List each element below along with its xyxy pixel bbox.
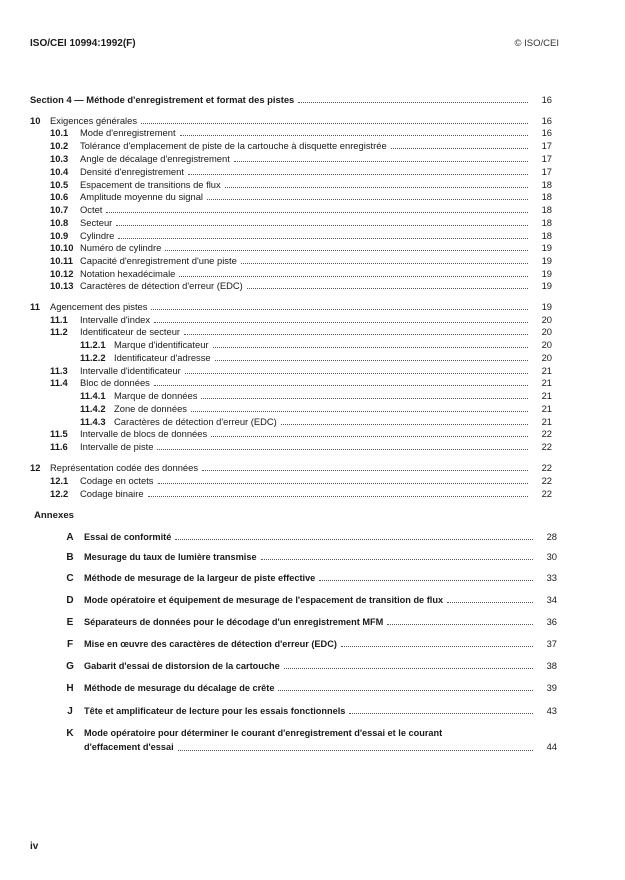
annex-letter: C bbox=[66, 573, 74, 584]
leader-dots bbox=[247, 287, 528, 289]
toc-number: 11.2.2 bbox=[80, 352, 106, 363]
toc-number: 10.4 bbox=[50, 166, 69, 177]
page-number: 19 bbox=[541, 280, 552, 291]
leader-dots bbox=[241, 262, 528, 264]
toc-entry[interactable] bbox=[50, 216, 552, 229]
page-number: 17 bbox=[541, 153, 552, 164]
toc-label: Codage en octets bbox=[80, 475, 154, 486]
toc-label: Exigences générales bbox=[50, 115, 138, 126]
leader-dots bbox=[154, 384, 528, 386]
page-number: 19 bbox=[541, 242, 552, 253]
annex-label: Méthode de mesurage de la largeur de piste effective bbox=[84, 573, 316, 583]
annex-letter: G bbox=[66, 661, 74, 672]
toc-label: Caractères de détection d'erreur (EDC) bbox=[80, 280, 243, 291]
page-number: 17 bbox=[541, 166, 552, 177]
annex-label: Mode opératoire et équipement de mesurage de l'espacement de transition de flux bbox=[84, 595, 444, 605]
toc-number: 11.1 bbox=[50, 314, 68, 325]
page-number: 20 bbox=[541, 352, 552, 363]
toc-entry[interactable] bbox=[50, 427, 552, 440]
leader-dots bbox=[158, 482, 529, 484]
page-number: 43 bbox=[546, 705, 557, 716]
leader-dots bbox=[281, 423, 528, 425]
toc-number: 10.8 bbox=[50, 217, 69, 228]
page-number: 22 bbox=[541, 428, 552, 439]
annex-letter: H bbox=[66, 683, 74, 694]
toc-entry[interactable] bbox=[50, 279, 552, 292]
page-number: 34 bbox=[546, 594, 557, 605]
leader-dots bbox=[213, 346, 528, 348]
annex-letter: F bbox=[66, 639, 74, 650]
toc-entry[interactable] bbox=[50, 254, 552, 267]
page-number: 38 bbox=[546, 660, 557, 671]
toc-label: Secteur bbox=[80, 217, 113, 228]
toc-entry[interactable] bbox=[50, 126, 552, 139]
leader-dots bbox=[151, 308, 528, 310]
toc-number: 11.2.1 bbox=[80, 339, 106, 350]
page-number: 16 bbox=[541, 127, 552, 138]
leader-dots bbox=[207, 198, 528, 200]
toc-label: Caractères de détection d'erreur (EDC) bbox=[114, 416, 277, 427]
toc-entry[interactable] bbox=[30, 461, 552, 474]
toc-entry[interactable] bbox=[80, 338, 552, 351]
page-number: 19 bbox=[541, 268, 552, 279]
toc-number: 10.3 bbox=[50, 153, 69, 164]
toc-label: Intervalle d'identificateur bbox=[80, 365, 181, 376]
toc-number: 11.4.3 bbox=[80, 416, 106, 427]
page-number: 36 bbox=[546, 616, 557, 627]
annex-label: Mesurage du taux de lumière transmise bbox=[84, 552, 257, 562]
toc-label: Amplitude moyenne du signal bbox=[80, 191, 203, 202]
toc-number: 12.2 bbox=[50, 488, 69, 499]
page-number: 21 bbox=[541, 365, 552, 376]
toc-entry[interactable] bbox=[50, 487, 552, 500]
toc-label: Marque de données bbox=[114, 390, 198, 401]
toc-label: Intervalle de piste bbox=[80, 441, 154, 452]
leader-dots bbox=[154, 321, 528, 323]
page-number: 21 bbox=[541, 377, 552, 388]
toc-entry[interactable] bbox=[50, 440, 552, 453]
leader-dots bbox=[211, 435, 528, 437]
toc-number: 11.4.1 bbox=[80, 390, 106, 401]
page-number: 28 bbox=[546, 531, 557, 542]
page-number: 22 bbox=[541, 475, 552, 486]
toc-number: 10.7 bbox=[50, 204, 69, 215]
leader-dots bbox=[298, 101, 528, 103]
leader-dots bbox=[202, 469, 528, 471]
toc-label: Densité d'enregistrement bbox=[80, 166, 184, 177]
toc-number: 11.4 bbox=[50, 377, 68, 388]
toc-entry[interactable] bbox=[50, 152, 552, 165]
annex-label: Gabarit d'essai de distorsion de la cartouche bbox=[84, 661, 280, 671]
page-number: 18 bbox=[541, 179, 552, 190]
page-number: 21 bbox=[541, 403, 552, 414]
leader-dots bbox=[179, 275, 528, 277]
toc-number: 11.5 bbox=[50, 428, 68, 439]
toc-label: Cylindre bbox=[80, 230, 115, 241]
toc-label: Identificateur d'adresse bbox=[114, 352, 211, 363]
leader-dots bbox=[447, 601, 533, 603]
toc-label: Numéro de cylindre bbox=[80, 242, 162, 253]
leader-dots bbox=[319, 579, 533, 581]
toc-entry[interactable] bbox=[50, 474, 552, 487]
toc-number: 10.1 bbox=[50, 127, 69, 138]
toc-number: 10.13 bbox=[50, 280, 74, 291]
annex-letter: E bbox=[66, 617, 74, 628]
toc-label: Angle de décalage d'enregistrement bbox=[80, 153, 230, 164]
leader-dots bbox=[106, 211, 528, 213]
annex-entry[interactable] bbox=[62, 593, 557, 606]
page-number: 21 bbox=[541, 390, 552, 401]
toc-label: Notation hexadécimale bbox=[80, 268, 176, 279]
leader-dots bbox=[157, 448, 528, 450]
annex-k-line2: d'effacement d'essai bbox=[84, 742, 174, 752]
annex-k-line1: Mode opératoire pour déterminer le courant d'enregistrement d'essai et le courant bbox=[84, 728, 443, 738]
leader-dots bbox=[175, 538, 533, 540]
annexes-heading: Annexes bbox=[34, 510, 74, 521]
leader-dots bbox=[278, 689, 533, 691]
leader-dots bbox=[391, 147, 528, 149]
page-number: 20 bbox=[541, 314, 552, 325]
toc-entry[interactable] bbox=[50, 376, 552, 389]
leader-dots bbox=[349, 712, 533, 714]
page-number: 22 bbox=[541, 488, 552, 499]
toc-number: 10.9 bbox=[50, 230, 69, 241]
document-id: ISO/CEI 10994:1992(F) bbox=[30, 38, 136, 49]
annex-k-entry[interactable] bbox=[62, 727, 557, 754]
page-number: 18 bbox=[541, 191, 552, 202]
page-number: 18 bbox=[541, 204, 552, 215]
toc-number: 10.5 bbox=[50, 179, 69, 190]
annex-entry[interactable] bbox=[62, 659, 557, 672]
page-number: 39 bbox=[546, 682, 557, 693]
toc-entry[interactable] bbox=[80, 351, 552, 364]
leader-dots bbox=[191, 410, 528, 412]
toc-number: 10.6 bbox=[50, 191, 69, 202]
toc-label: Intervalle de blocs de données bbox=[80, 428, 208, 439]
toc-entry[interactable] bbox=[50, 190, 552, 203]
toc-number: 10.11 bbox=[50, 255, 73, 266]
copyright-notice: © ISO/CEI bbox=[514, 38, 559, 49]
annex-entry[interactable] bbox=[62, 571, 557, 584]
leader-dots bbox=[116, 224, 528, 226]
page-number: 16 bbox=[541, 94, 552, 105]
leader-dots bbox=[261, 558, 533, 560]
toc-number: 10.12 bbox=[50, 268, 74, 279]
page-number: 20 bbox=[541, 326, 552, 337]
toc-number: 12 bbox=[30, 462, 41, 473]
annex-entry[interactable] bbox=[62, 550, 557, 563]
annex-label: Essai de conformité bbox=[84, 532, 172, 542]
annex-entry[interactable] bbox=[62, 704, 557, 717]
toc-entry[interactable] bbox=[80, 389, 552, 402]
toc-entry[interactable] bbox=[80, 402, 552, 415]
toc-label: Espacement de transitions de flux bbox=[80, 179, 221, 190]
toc-entry[interactable] bbox=[50, 139, 552, 152]
toc-label: Tolérance d'emplacement de piste de la cartouche à disquette enregistrée bbox=[80, 140, 387, 151]
toc-number: 11.2 bbox=[50, 326, 68, 337]
page-number: 44 bbox=[546, 741, 557, 752]
leader-dots bbox=[215, 359, 528, 361]
leader-dots bbox=[180, 134, 528, 136]
toc-entry[interactable] bbox=[50, 165, 552, 178]
annex-letter: J bbox=[67, 706, 73, 717]
leader-dots bbox=[165, 249, 528, 251]
toc-number: 10.10 bbox=[50, 242, 74, 253]
page-number: 19 bbox=[541, 301, 552, 312]
page-number: 18 bbox=[541, 230, 552, 241]
toc-label: Codage binaire bbox=[80, 488, 144, 499]
page-number: 20 bbox=[541, 339, 552, 350]
toc-label: Marque d'identificateur bbox=[114, 339, 209, 350]
page-number: 21 bbox=[541, 416, 552, 427]
page-number: 16 bbox=[541, 115, 552, 126]
toc-number: 10.2 bbox=[50, 140, 69, 151]
annex-letter: A bbox=[66, 532, 74, 543]
page-number: 17 bbox=[541, 140, 552, 151]
annex-label: Mise en œuvre des caractères de détection d'erreur (EDC) bbox=[84, 639, 337, 649]
page-number: 37 bbox=[546, 638, 557, 649]
annex-letter: D bbox=[66, 595, 74, 606]
annex-letter: B bbox=[66, 552, 74, 563]
toc-label: Représentation codée des données bbox=[50, 462, 199, 473]
toc-label: Intervalle d'index bbox=[80, 314, 151, 325]
page-number: 30 bbox=[546, 551, 557, 562]
toc-label: Capacité d'enregistrement d'une piste bbox=[80, 255, 237, 266]
leader-dots bbox=[118, 237, 528, 239]
annex-entry[interactable] bbox=[62, 615, 557, 628]
leader-dots bbox=[178, 749, 533, 751]
toc-number: 10 bbox=[30, 115, 41, 126]
leader-dots bbox=[188, 173, 528, 175]
page-number: 19 bbox=[541, 255, 552, 266]
leader-dots bbox=[185, 372, 528, 374]
leader-dots bbox=[148, 495, 528, 497]
toc-entry[interactable] bbox=[30, 300, 552, 313]
toc-label: Bloc de données bbox=[80, 377, 150, 388]
toc-label: Octet bbox=[80, 204, 103, 215]
toc-label: Zone de données bbox=[114, 403, 187, 414]
annex-label: Séparateurs de données pour le décodage d'un enregistrement MFM bbox=[84, 617, 384, 627]
toc-entry[interactable] bbox=[50, 203, 552, 216]
leader-dots bbox=[341, 645, 533, 647]
page-number: 18 bbox=[541, 217, 552, 228]
section-title: Section 4 — Méthode d'enregistrement et format des pistes bbox=[30, 94, 295, 105]
toc-entry[interactable] bbox=[50, 241, 552, 254]
toc-label: Identificateur de secteur bbox=[80, 326, 181, 337]
annex-entry[interactable] bbox=[62, 637, 557, 650]
page-number: 22 bbox=[541, 441, 552, 452]
annex-label: Tête et amplificateur de lecture pour les essais fonctionnels bbox=[84, 706, 346, 716]
annex-label: Méthode de mesurage du décalage de crête bbox=[84, 683, 275, 693]
leader-dots bbox=[234, 160, 528, 162]
toc-entry[interactable] bbox=[50, 325, 552, 338]
section-4-entry[interactable] bbox=[30, 93, 552, 106]
toc-number: 12.1 bbox=[50, 475, 69, 486]
leader-dots bbox=[184, 333, 528, 335]
leader-dots bbox=[284, 667, 533, 669]
toc-label: Mode d'enregistrement bbox=[80, 127, 176, 138]
page-footer-number: iv bbox=[30, 841, 39, 852]
toc-number: 11.6 bbox=[50, 441, 68, 452]
page-number: 22 bbox=[541, 462, 552, 473]
toc-number: 11.4.2 bbox=[80, 403, 106, 414]
page-number: 33 bbox=[546, 572, 557, 583]
toc-number: 11 bbox=[30, 301, 40, 312]
annex-entry[interactable] bbox=[62, 681, 557, 694]
leader-dots bbox=[225, 186, 528, 188]
leader-dots bbox=[201, 397, 528, 399]
annex-entry[interactable] bbox=[62, 530, 557, 543]
toc-label: Agencement des pistes bbox=[50, 301, 148, 312]
leader-dots bbox=[141, 122, 528, 124]
leader-dots bbox=[387, 623, 533, 625]
annex-letter: K bbox=[66, 728, 74, 739]
toc-number: 11.3 bbox=[50, 365, 68, 376]
